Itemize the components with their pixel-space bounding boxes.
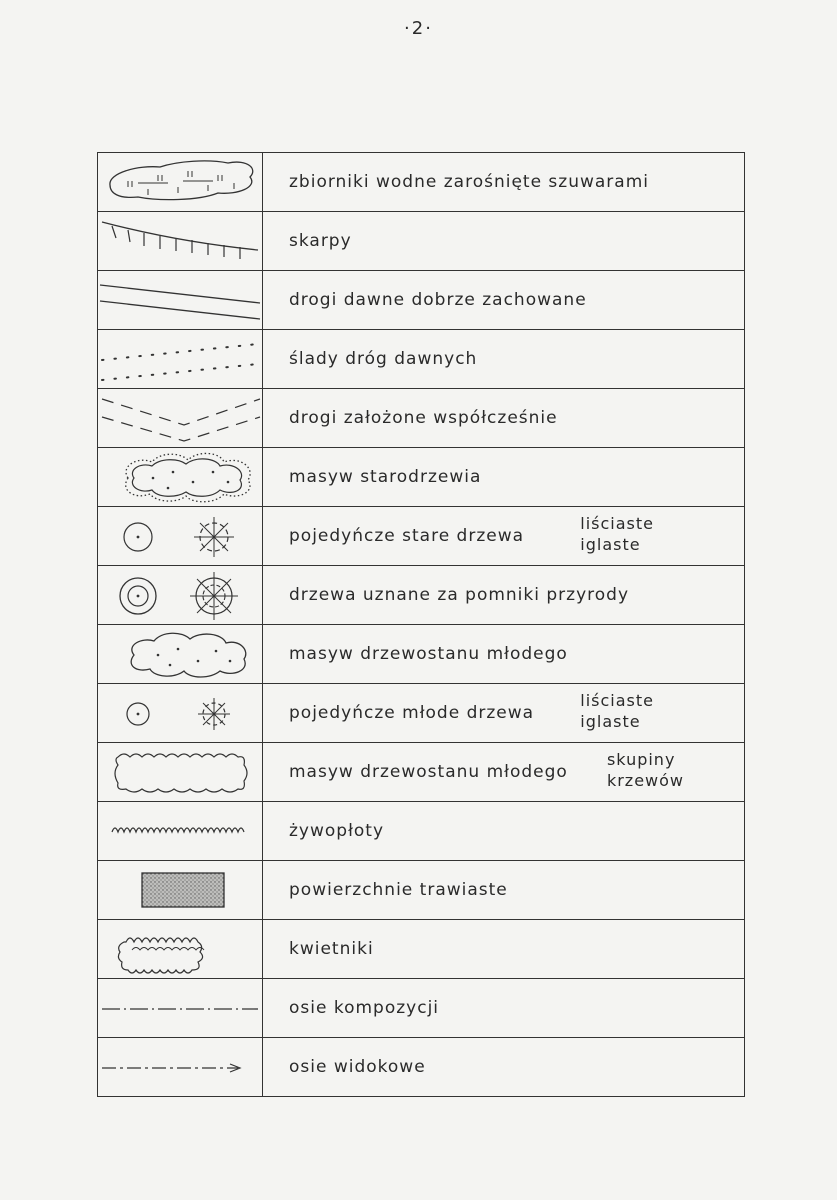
legend-label-cell bbox=[263, 330, 745, 389]
grass-area-icon bbox=[98, 861, 262, 919]
old-road-traces-icon bbox=[98, 330, 262, 388]
old-single-trees-icon bbox=[98, 507, 262, 565]
shrub-group-icon bbox=[98, 743, 262, 801]
legend-label: osie widokowe bbox=[289, 1057, 426, 1077]
legend-row bbox=[98, 743, 745, 802]
flowerbed-icon bbox=[98, 920, 262, 978]
young-single-trees-icon bbox=[98, 684, 262, 742]
legend-row bbox=[98, 212, 745, 271]
legend-table bbox=[97, 152, 745, 1097]
legend-label-cell bbox=[263, 802, 745, 861]
legend-row bbox=[98, 271, 745, 330]
symbol-cell bbox=[98, 271, 263, 330]
groups-label: skupiny bbox=[606, 750, 676, 769]
deciduous-label: liściaste bbox=[580, 691, 654, 710]
modern-road-icon bbox=[98, 389, 262, 447]
legend-label: skarpy bbox=[289, 231, 352, 251]
tree-type-labels bbox=[580, 513, 654, 555]
legend-row bbox=[98, 979, 745, 1038]
legend-row bbox=[98, 861, 745, 920]
young-tree-stand-icon bbox=[98, 625, 262, 683]
legend-label: drzewa uznane za pomniki przyrody bbox=[289, 585, 630, 605]
legend-label-cell bbox=[263, 212, 745, 271]
escarpment-icon bbox=[98, 212, 262, 270]
legend-label: masyw starodrzewia bbox=[289, 467, 482, 487]
symbol-cell bbox=[98, 920, 263, 979]
symbol-cell bbox=[98, 448, 263, 507]
legend-label-cell bbox=[263, 566, 745, 625]
legend-row bbox=[98, 507, 745, 566]
symbol-cell bbox=[98, 389, 263, 448]
legend-row bbox=[98, 330, 745, 389]
tree-type-labels bbox=[580, 690, 654, 732]
legend-label: żywopłoty bbox=[289, 821, 385, 841]
legend-label: drogi dawne dobrze zachowane bbox=[289, 290, 587, 310]
legend-label-cell bbox=[263, 271, 745, 330]
symbol-cell bbox=[98, 743, 263, 802]
legend-label: zbiorniki wodne zarośnięte szuwarami bbox=[289, 172, 649, 192]
legend-label-cell bbox=[263, 153, 745, 212]
view-axis-icon bbox=[98, 1038, 262, 1096]
legend-row bbox=[98, 625, 745, 684]
legend-row bbox=[98, 684, 745, 743]
shrub-group-labels bbox=[607, 749, 684, 791]
legend-label-cell bbox=[263, 684, 745, 743]
hedge-icon bbox=[98, 802, 262, 860]
old-road-icon bbox=[98, 271, 262, 329]
legend-row bbox=[98, 389, 745, 448]
symbol-cell bbox=[98, 330, 263, 389]
composition-axis-icon bbox=[98, 979, 262, 1037]
symbol-cell bbox=[98, 507, 263, 566]
legend-row bbox=[98, 448, 745, 507]
page-number: ·2· bbox=[404, 18, 433, 39]
symbol-cell bbox=[98, 153, 263, 212]
legend-label-cell bbox=[263, 1038, 745, 1097]
legend-label: masyw drzewostanu młodego bbox=[289, 644, 568, 664]
reed-pond-icon bbox=[98, 153, 262, 211]
symbol-cell bbox=[98, 566, 263, 625]
legend-label: kwietniki bbox=[289, 939, 374, 959]
legend-row bbox=[98, 153, 745, 212]
legend-label: osie kompozycji bbox=[289, 998, 440, 1018]
legend-label-cell bbox=[263, 389, 745, 448]
legend-label-cell bbox=[263, 507, 745, 566]
legend-label: masyw drzewostanu młodego bbox=[289, 762, 568, 782]
symbol-cell bbox=[98, 212, 263, 271]
deciduous-label: liściaste bbox=[580, 514, 654, 533]
symbol-cell bbox=[98, 802, 263, 861]
legend-label-cell bbox=[263, 448, 745, 507]
coniferous-label: iglaste bbox=[580, 535, 641, 554]
legend-label-cell bbox=[263, 625, 745, 684]
legend-label: pojedyńcze młode drzewa bbox=[289, 703, 535, 723]
symbol-cell bbox=[98, 625, 263, 684]
legend-label: ślady dróg dawnych bbox=[289, 349, 478, 369]
legend-row bbox=[98, 566, 745, 625]
coniferous-label: iglaste bbox=[580, 712, 641, 731]
symbol-cell bbox=[98, 1038, 263, 1097]
symbol-cell bbox=[98, 684, 263, 743]
legend-label-cell bbox=[263, 743, 745, 802]
symbol-cell bbox=[98, 861, 263, 920]
legend-label-cell bbox=[263, 920, 745, 979]
legend-label: drogi założone współcześnie bbox=[289, 408, 558, 428]
symbol-cell bbox=[98, 979, 263, 1038]
old-tree-stand-icon bbox=[98, 448, 262, 506]
legend-row bbox=[98, 920, 745, 979]
legend-label-cell bbox=[263, 861, 745, 920]
natural-monument-icon bbox=[98, 566, 262, 624]
legend-row bbox=[98, 1038, 745, 1097]
legend-row bbox=[98, 802, 745, 861]
shrubs-label: krzewów bbox=[606, 771, 684, 790]
legend-label-cell bbox=[263, 979, 745, 1038]
legend-label: powierzchnie trawiaste bbox=[289, 880, 508, 900]
legend-label: pojedyńcze stare drzewa bbox=[289, 526, 525, 546]
